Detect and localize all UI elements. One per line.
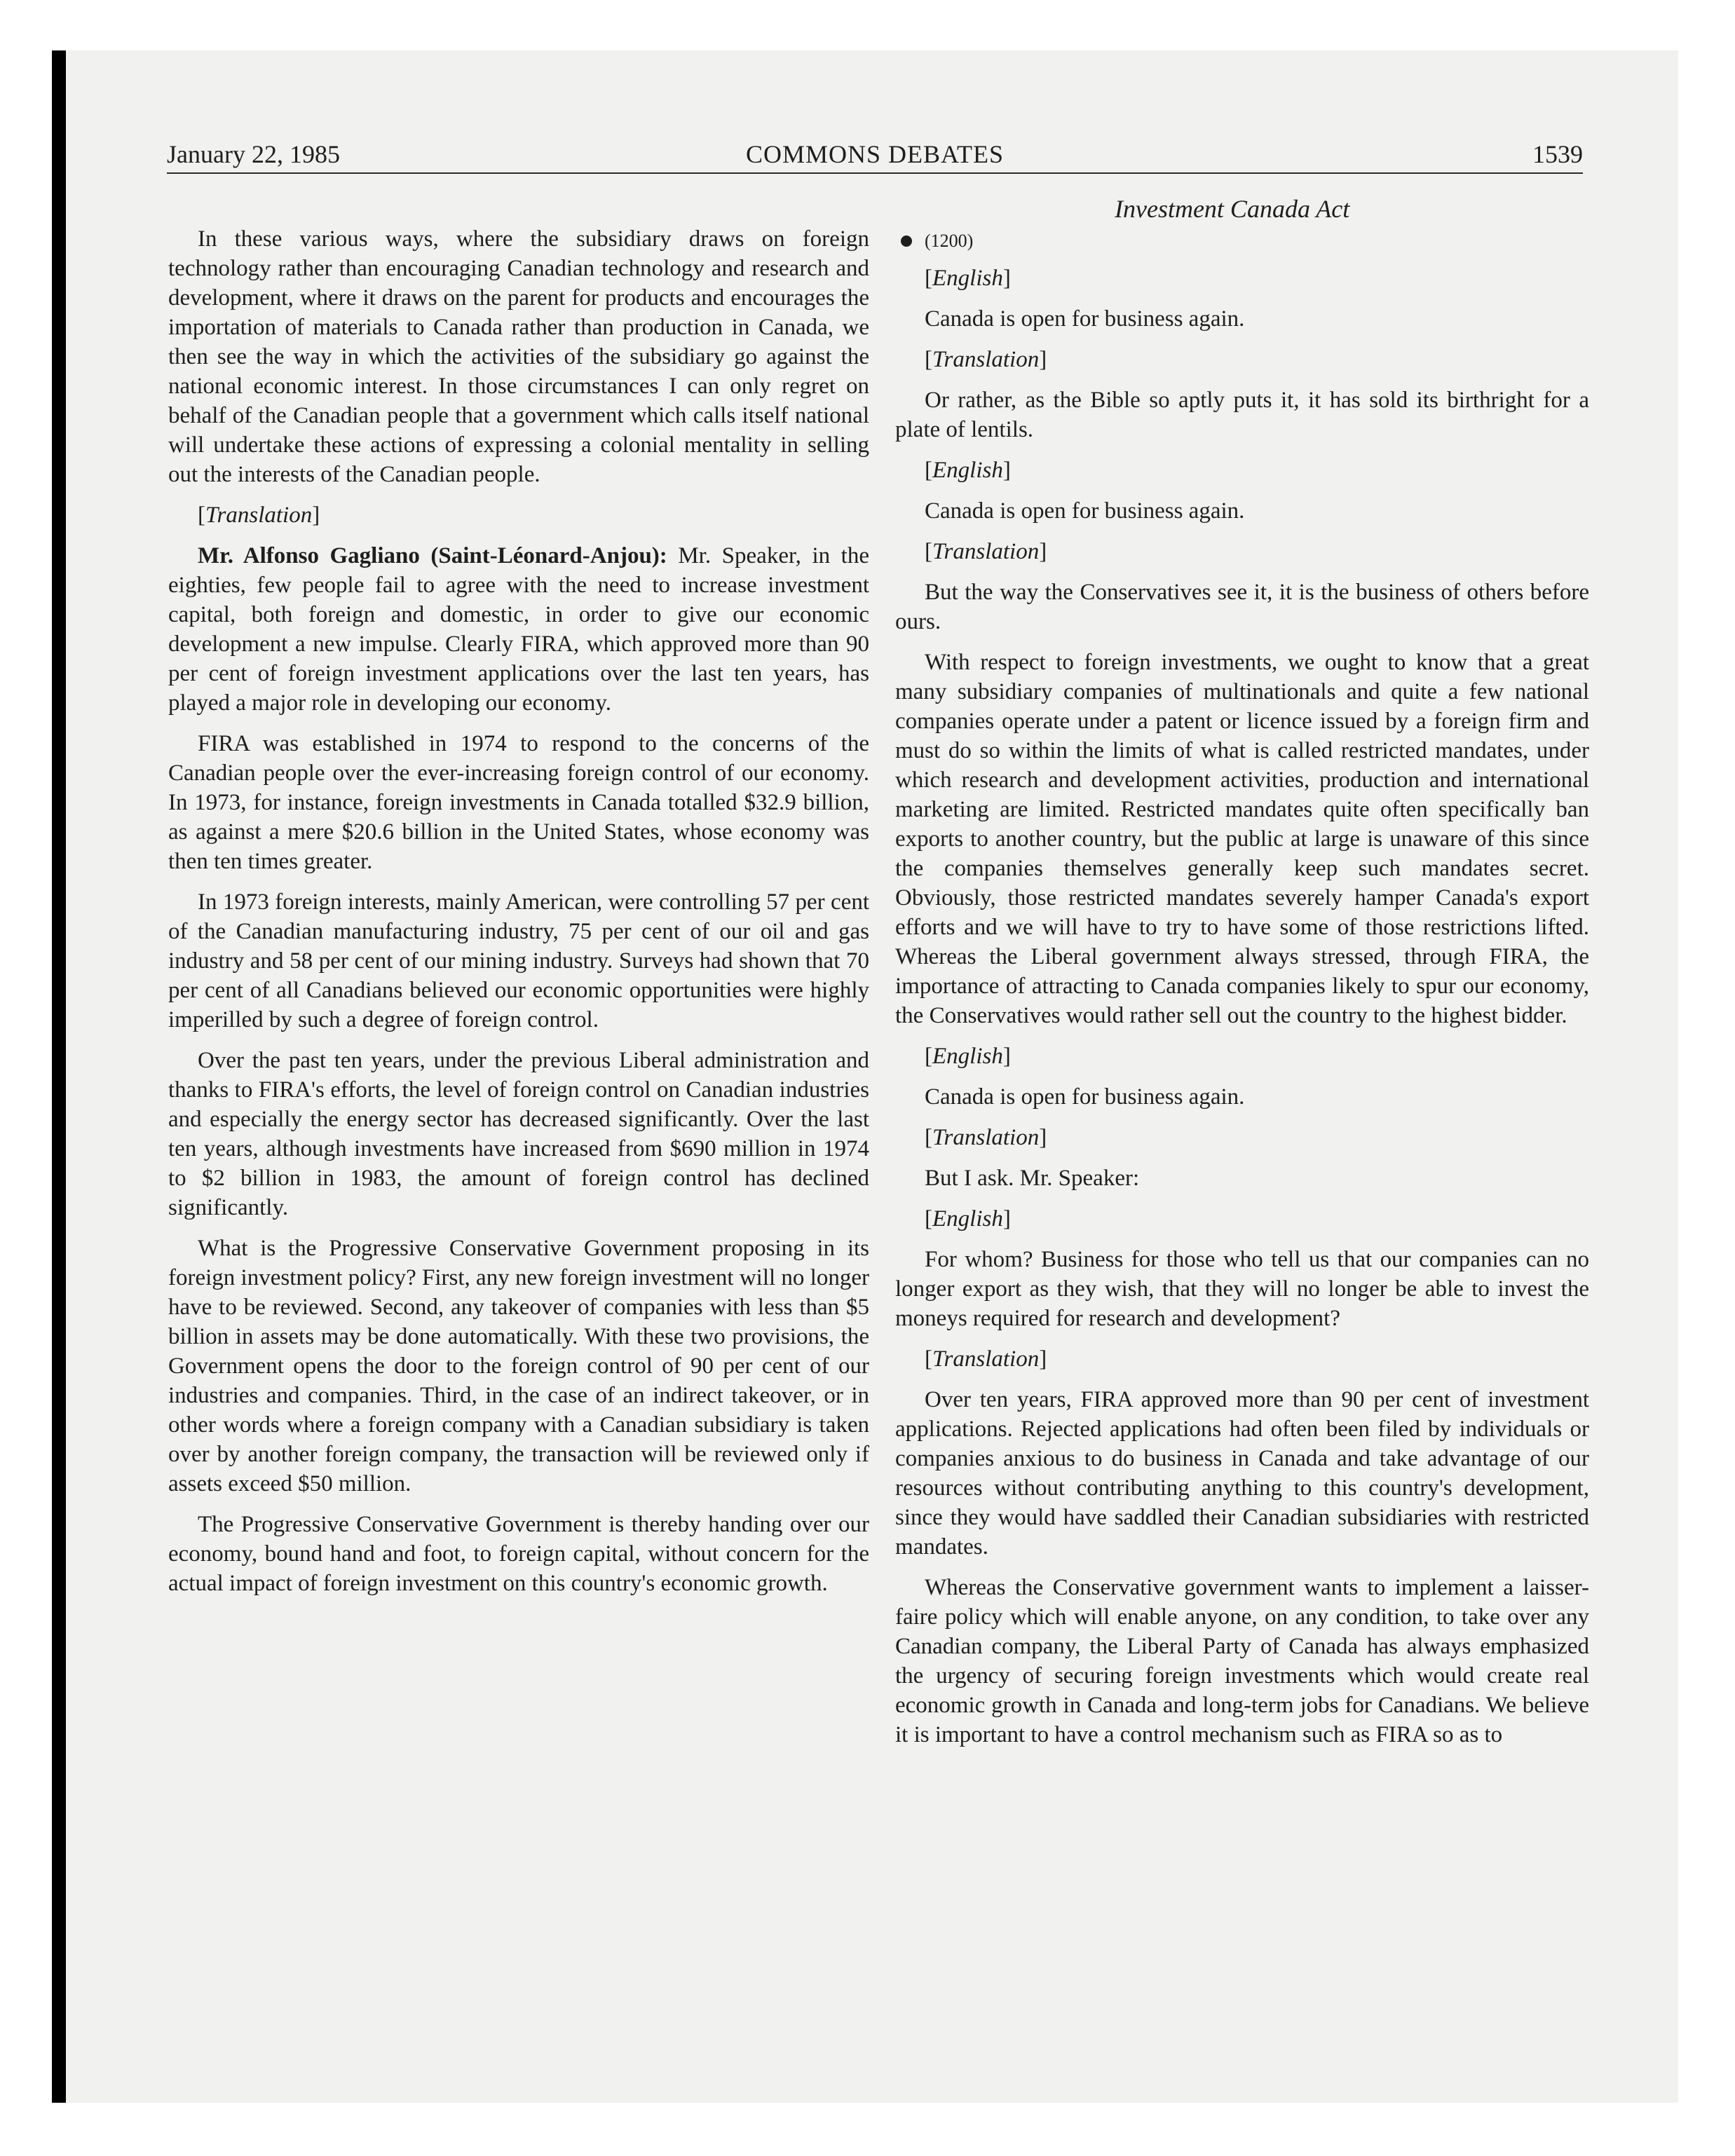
- paragraph: Whereas the Conservative government wants to implement a laisser-faire policy which will enable anyone, on any condition, to take over any Canadian company, the Liberal Party of Canada has always emphasized the urgency of securing foreign investments which would create real economic growth in Canada and long-term jobs for Canadians. We believe it is important to have a control mechanism such as FIRA so as to: [895, 1575, 1589, 1747]
- language-tag: [Translation]: [198, 503, 320, 528]
- scan-edge: [52, 50, 66, 2103]
- paragraph: Canada is open for business again.: [925, 1084, 1245, 1110]
- bullet-dot: [901, 236, 912, 247]
- paragraph: The Progressive Conservative Government is thereby handing over our economy, bound hand and foot, to foreign capital, without concern for the actual impact of foreign investment on this country's economic growth.: [168, 1512, 869, 1596]
- paragraph: Over ten years, FIRA approved more than 90 per cent of investment applications. Rejected applications had often been filed by individuals or companies anxious to do business in Canada and take advantage of our resources without contributing anything to this country's development, since they would have saddled their Canadian subsidiaries with restricted mandates.: [895, 1387, 1589, 1560]
- paragraph: FIRA was established in 1974 to respond to the concerns of the Canadian people over the ever-increasing foreign control of our economy. In 1973, for instance, foreign investments in Canada totalled $32.9 billion, as against a mere $20.6 billion in the United States, whose economy was then ten times greater.: [168, 731, 869, 874]
- paragraph: But the way the Conservatives see it, it is the business of others before ours.: [895, 580, 1589, 634]
- paragraph: In 1973 foreign interests, mainly American, were controlling 57 per cent of the Canadian manufacturing industry, 75 per cent of our oil and gas industry and 58 per cent of our mining industry. Surveys had shown that 70 per cent of all Canadians believed our economic opportunities were highly imperilled by such a degree of foreign control.: [168, 889, 869, 1032]
- header-date: January 22, 1985: [167, 140, 340, 168]
- header-page-number: 1539: [1532, 140, 1583, 168]
- running-title: Investment Canada Act: [1115, 195, 1350, 223]
- page-header: [167, 137, 1583, 171]
- right-column: [895, 228, 1589, 1761]
- paragraph: Or rather, as the Bible so aptly puts it, it has sold its birthright for a plate of lentils.: [895, 388, 1589, 442]
- paragraph-speech: Mr. Alfonso Gagliano (Saint-Léonard-Anjou): Mr. Speaker, in the eighties, few people fail to agree with the need to increase investment capital, both foreign and domestic, in order to give our economic development a new impulse. Clearly FIRA, which approved more than 90 per cent of foreign investment applications over the last ten years, has played a major role in developing our economy.: [168, 543, 869, 716]
- language-tag: [Translation]: [925, 347, 1047, 372]
- header-publication: COMMONS DEBATES: [745, 140, 1005, 168]
- paragraph: Canada is open for business again.: [925, 306, 1245, 332]
- paragraph: In these various ways, where the subsidiary draws on foreign technology rather than encouraging Canadian technology and research and development, where it draws on the parent for products and encourages the importation of materials to Canada rather than production in Canada, we then see the way in which the activities of the subsidiary go against the national economic interest. In those circumstances I can only regret on behalf of the Canadian people that a government which calls itself national will undertake these actions of expressing a colonial mentality in selling out the interests of the Canadian people.: [168, 226, 869, 487]
- language-tag: [English]: [925, 1206, 1011, 1231]
- paragraph: For whom? Business for those who tell us that our companies can no longer export as they wish, that they will no longer be able to invest the moneys required for research and development?: [895, 1247, 1589, 1331]
- paragraph: With respect to foreign investments, we ought to know that a great many subsidiary companies of multinationals and quite a few national companies operate under a patent or licence issued by a foreign firm and must do so within the limits of what is called restricted mandates, under which research and development activities, production and international marketing are limited. Restricted mandates quite often specifically ban exports to another country, but the public at large is unaware of this since the companies themselves generally keep such mandates secret. Obviously, those restricted mandates severely hamper Canada's export efforts and we will have to try to have some of those restrictions lifted. Whereas the Liberal government always stressed, through FIRA, the importance of attracting to Canada companies likely to spur our economy, the Conservatives would rather sell out the country to the highest bidder.: [895, 650, 1589, 1028]
- speaker-name: Mr. Alfonso Gagliano (Saint-Léonard-Anjou):: [198, 543, 667, 568]
- paragraph: Canada is open for business again.: [925, 498, 1245, 524]
- time-marker: (1200): [895, 228, 1589, 254]
- language-tag: [English]: [925, 266, 1011, 291]
- left-column: [168, 224, 869, 1609]
- language-tag: [English]: [925, 1044, 1011, 1069]
- paragraph: What is the Progressive Conservative Government proposing in its foreign investment policy? First, any new foreign investment will no longer have to be reviewed. Second, any takeover of companies with less than $5 billion in assets may be done automatically. With these two provisions, the Government opens the door to the foreign control of 90 per cent of our industries and companies. Third, in the case of an indirect takeover, or in other words where a foreign company with a Canadian subsidiary is taken over by another foreign company, the transaction will be reviewed only if assets exceed $50 million.: [168, 1236, 869, 1496]
- language-tag: [Translation]: [925, 1346, 1047, 1372]
- language-tag: [Translation]: [925, 539, 1047, 564]
- header-rule: [167, 172, 1583, 174]
- paragraph: But I ask. Mr. Speaker:: [925, 1166, 1140, 1191]
- language-tag: [English]: [925, 458, 1011, 483]
- paragraph: Over the past ten years, under the previous Liberal administration and thanks to FIRA's efforts, the level of foreign control on Canadian industries and especially the energy sector has decreased significantly. Over the last ten years, although investments have increased from $690 million in 1974 to $2 billion in 1983, the amount of foreign control has declined significantly.: [168, 1048, 869, 1220]
- language-tag: [Translation]: [925, 1125, 1047, 1150]
